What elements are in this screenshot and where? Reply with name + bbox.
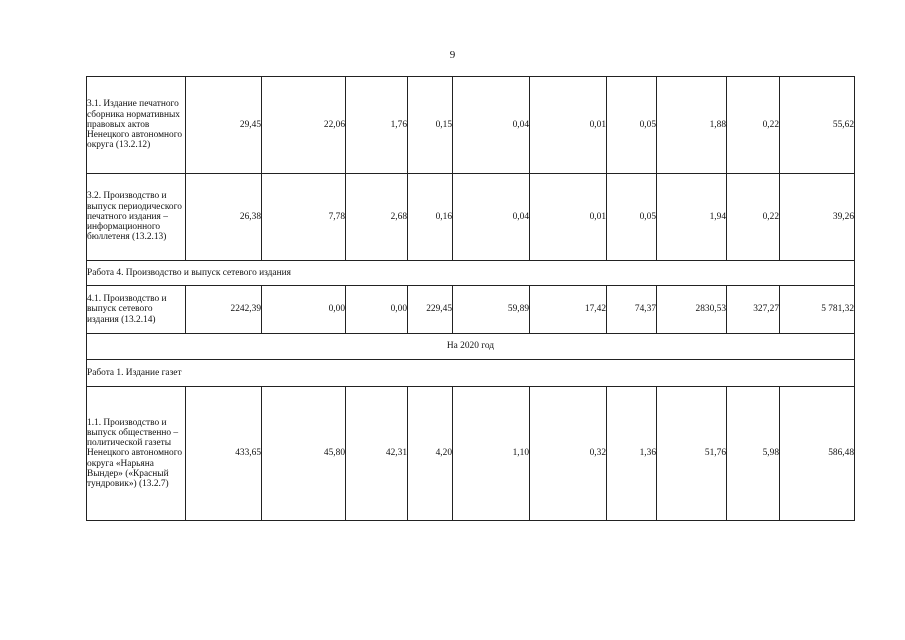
table-cell: 2242,39 (186, 286, 262, 334)
table-cell: 0,22 (727, 174, 780, 261)
table-cell: 0,15 (408, 77, 453, 174)
table-cell: 17,42 (530, 286, 607, 334)
table-cell: 0,05 (607, 77, 657, 174)
table-cell: 327,27 (727, 286, 780, 334)
table-cell: 42,31 (346, 387, 408, 521)
table-cell: 1,94 (657, 174, 727, 261)
table-cell: 55,62 (780, 77, 855, 174)
row-label: 1.1. Производство и выпуск общественно – политической газеты Ненецкого автономного округа «Нарьяна Вындер» («Красный тундровик») (13.2.7) (87, 387, 186, 521)
table-cell: 1,10 (453, 387, 530, 521)
table-cell: 39,26 (780, 174, 855, 261)
table-row (87, 77, 855, 174)
table-cell: 7,78 (262, 174, 346, 261)
table-cell: 0,16 (408, 174, 453, 261)
year-row (87, 334, 855, 360)
table-cell: 2830,53 (657, 286, 727, 334)
page-number: 9 (449, 49, 456, 61)
table-cell: 0,32 (530, 387, 607, 521)
table-cell: 26,38 (186, 174, 262, 261)
section-heading: Работа 4. Производство и выпуск сетевого издания (87, 261, 855, 286)
row-label: 4.1. Производство и выпуск сетевого издания (13.2.14) (87, 286, 186, 334)
table-cell: 0,05 (607, 174, 657, 261)
table-cell: 1,88 (657, 77, 727, 174)
row-label: 3.1. Издание печатного сборника нормативных правовых актов Ненецкого автономного округа (13.2.12) (87, 77, 186, 174)
table-cell: 1,76 (346, 77, 408, 174)
table-cell: 0,22 (727, 77, 780, 174)
table-cell: 74,37 (607, 286, 657, 334)
budget-table (86, 76, 855, 521)
table-cell: 0,01 (530, 77, 607, 174)
table-cell: 0,01 (530, 174, 607, 261)
table-cell: 2,68 (346, 174, 408, 261)
table-row (87, 174, 855, 261)
table-cell: 0,04 (453, 174, 530, 261)
table-cell: 59,89 (453, 286, 530, 334)
year-heading: На 2020 год (87, 334, 855, 360)
table-cell: 22,06 (262, 77, 346, 174)
section-heading: Работа 1. Издание газет (87, 360, 855, 387)
table-cell: 5,98 (727, 387, 780, 521)
table-cell: 0,00 (262, 286, 346, 334)
table-cell: 45,80 (262, 387, 346, 521)
table-cell: 51,76 (657, 387, 727, 521)
table-cell: 4,20 (408, 387, 453, 521)
table-cell: 229,45 (408, 286, 453, 334)
row-label: 3.2. Производство и выпуск периодического печатного издания – информационного бюллетеня (13.2.13) (87, 174, 186, 261)
section-row (87, 360, 855, 387)
table-row (87, 286, 855, 334)
table-cell: 5 781,32 (780, 286, 855, 334)
table-cell: 0,04 (453, 77, 530, 174)
table-cell: 433,65 (186, 387, 262, 521)
table-cell: 0,00 (346, 286, 408, 334)
table-row (87, 387, 855, 521)
table-cell: 586,48 (780, 387, 855, 521)
section-row (87, 261, 855, 286)
table-cell: 29,45 (186, 77, 262, 174)
table-cell: 1,36 (607, 387, 657, 521)
